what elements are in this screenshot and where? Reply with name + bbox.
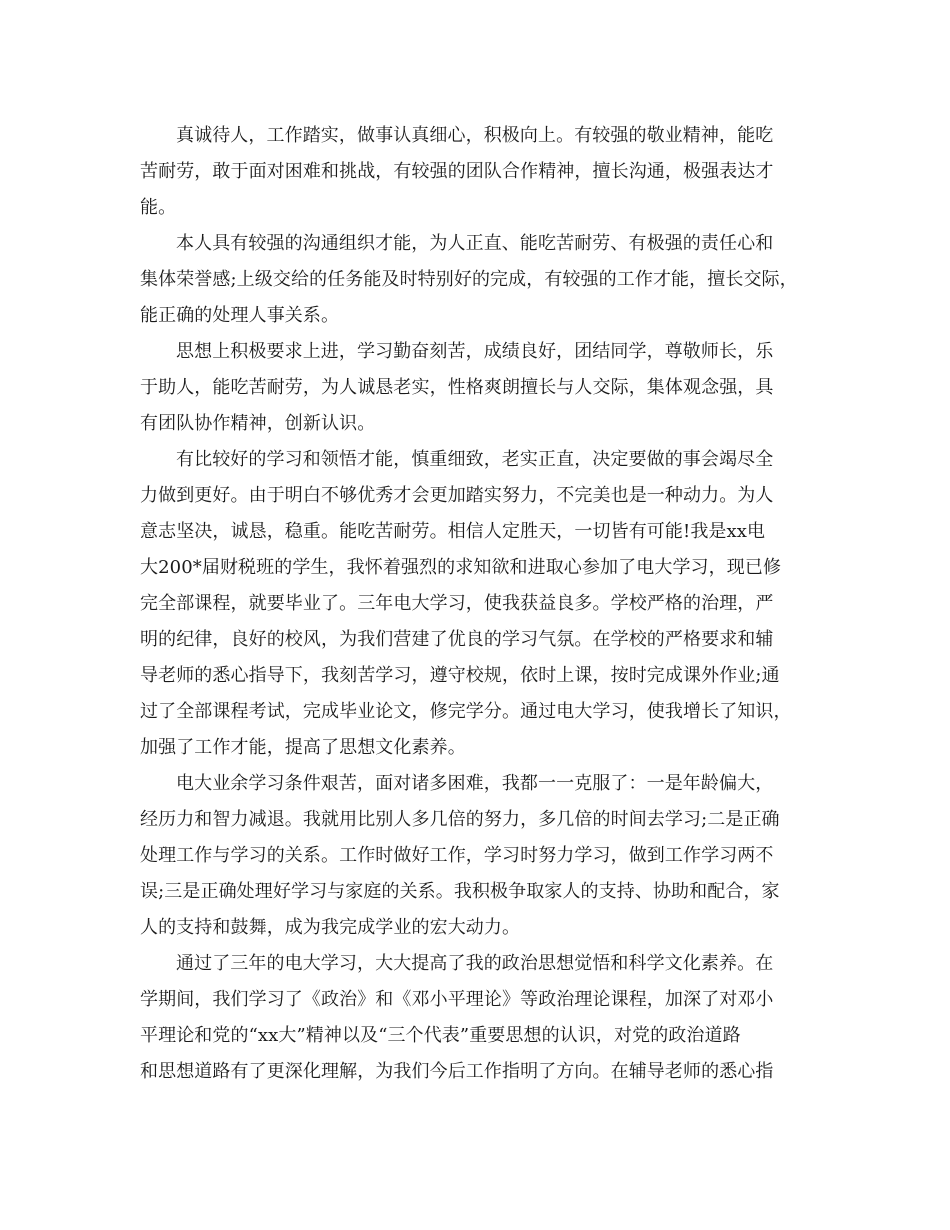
paragraph-line: 于助人，能吃苦耐劳，为人诚恳老实，性格爽朗擅长与人交际，集体观念强，具 bbox=[140, 377, 774, 398]
paragraph-line: 力做到更好。由于明白不够优秀才会更加踏实努力，不完美也是一种动力。为人 bbox=[140, 485, 774, 506]
paragraph-line: 有比较好的学习和领悟才能，慎重细致，老实正直，决定要做的事会竭尽全 bbox=[176, 449, 774, 470]
paragraph-line: 能正确的处理人事关系。 bbox=[140, 305, 340, 326]
paragraph-6 bbox=[140, 946, 812, 1090]
paragraph-4 bbox=[140, 442, 812, 766]
paragraph-line: 导老师的悉心指导下，我刻苦学习，遵守校规，依时上课，按时完成课外作业;通 bbox=[140, 665, 780, 686]
paragraph-1 bbox=[140, 118, 812, 226]
paragraph-line: 通过了三年的电大学习，大大提高了我的政治思想觉悟和科学文化素养。在 bbox=[176, 953, 774, 974]
paragraph-2 bbox=[140, 226, 812, 334]
paragraph-5 bbox=[140, 766, 812, 946]
document-body bbox=[140, 118, 812, 1090]
paragraph-line: 明的纪律，良好的校风，为我们营建了优良的学习气氛。在学校的严格要求和辅 bbox=[140, 629, 774, 650]
paragraph-line: 误;三是正确处理好学习与家庭的关系。我积极争取家人的支持、协助和配合，家 bbox=[140, 881, 780, 902]
paragraph-line: 处理工作与学习的关系。工作时做好工作，学习时努力学习，做到工作学习两不 bbox=[140, 845, 774, 866]
paragraph-line: 意志坚决，诚恳，稳重。能吃苦耐劳。相信人定胜天，一切皆有可能!我是xx电 bbox=[140, 521, 766, 542]
paragraph-3 bbox=[140, 334, 812, 442]
paragraph-line: 有团队协作精神，创新认识。 bbox=[140, 413, 376, 434]
paragraph-line: 苦耐劳，敢于面对困难和挑战，有较强的团队合作精神，擅长沟通，极强表达才 bbox=[140, 161, 774, 182]
paragraph-line: 过了全部课程考试，完成毕业论文，修完学分。通过电大学习，使我增长了知识， bbox=[140, 701, 792, 722]
paragraph-line: 电大业余学习条件艰苦，面对诸多困难，我都一一克服了：一是年龄偏大， bbox=[176, 773, 774, 794]
paragraph-line: 经历力和智力减退。我就用比别人多几倍的努力，多几倍的时间去学习;二是正确 bbox=[140, 809, 780, 830]
paragraph-line: 完全部课程，就要毕业了。三年电大学习，使我获益良多。学校严格的治理，严 bbox=[140, 593, 774, 614]
paragraph-line: 本人具有较强的沟通组织才能，为人正直、能吃苦耐劳、有极强的责任心和 bbox=[176, 233, 774, 254]
paragraph-line: 集体荣誉感;上级交给的任务能及时特别好的完成，有较强的工作才能，擅长交际， bbox=[140, 269, 798, 290]
paragraph-line: 学期间，我们学习了《政治》和《邓小平理论》等政治理论课程，加深了对邓小 bbox=[140, 989, 774, 1010]
paragraph-line: 人的支持和鼓舞，成为我完成学业的宏大动力。 bbox=[140, 917, 521, 938]
paragraph-line: 加强了工作才能，提高了思想文化素养。 bbox=[140, 737, 466, 758]
paragraph-line: 真诚待人，工作踏实，做事认真细心，积极向上。有较强的敬业精神，能吃 bbox=[176, 125, 774, 146]
paragraph-line: 大200*届财税班的学生，我怀着强烈的求知欲和进取心参加了电大学习，现已修 bbox=[140, 557, 782, 578]
paragraph-line: 思想上积极要求上进，学习勤奋刻苦，成绩良好，团结同学，尊敬师长，乐 bbox=[176, 341, 774, 362]
paragraph-line: 能。 bbox=[140, 197, 177, 218]
paragraph-line: 平理论和党的“xx大”精神以及“三个代表”重要思想的认识，对党的政治道路 bbox=[140, 1025, 741, 1046]
paragraph-line: 和思想道路有了更深化理解，为我们今后工作指明了方向。在辅导老师的悉心指 bbox=[140, 1061, 774, 1082]
